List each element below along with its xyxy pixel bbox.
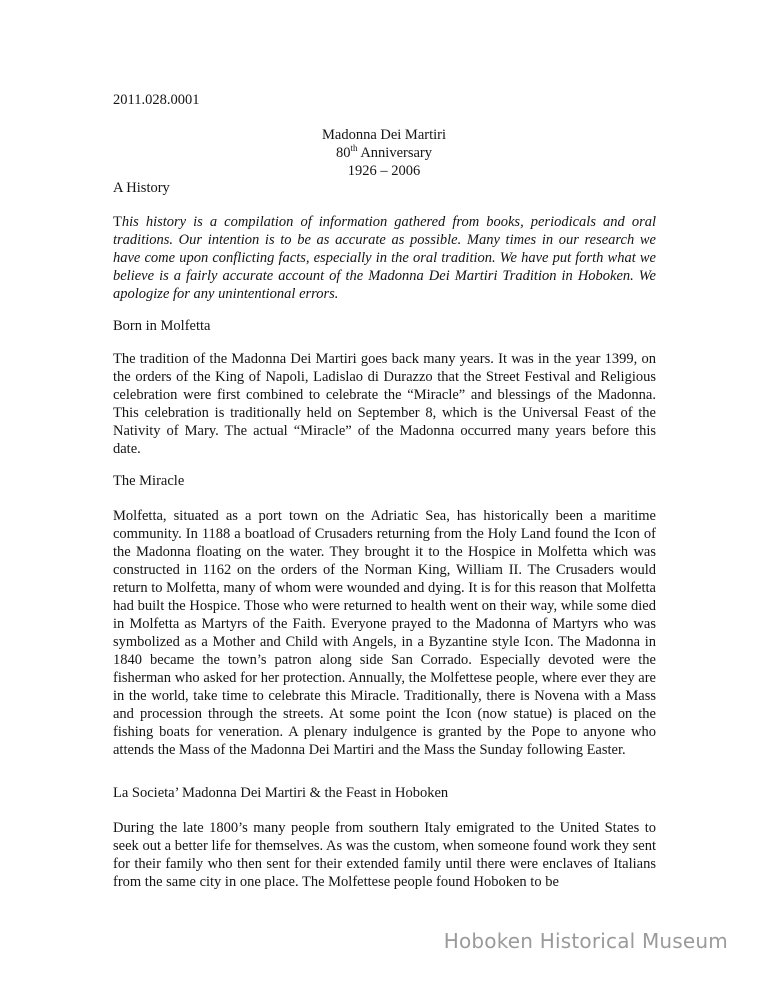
subtitle: A History: [113, 180, 170, 196]
accession-number: 2011.028.0001: [113, 92, 200, 108]
museum-watermark: Hoboken Historical Museum: [443, 929, 728, 953]
intro-paragraph: [113, 213, 656, 303]
title-block: [0, 126, 768, 180]
title-line-3: 1926 – 2006: [347, 163, 421, 179]
intro-text: his history is a compilation of information gathered from books, periodicals and oral traditions. Our intention is to be as accurate as possible. Many times in our research we have come upon conflicting facts, especially in the oral tradition. We have put forth what we believe is a fairly accurate account of the Madonna Dei Martiri Tradition in Hoboken. We apologize for any unintentional errors.: [113, 214, 656, 302]
section-body-feast-in-hoboken: During the late 1800’s many people from southern Italy emigrated to the United States to seek out a better life for themselves. As was the custom, when someone found work they sent for their family who then sent for their extended family until there were enclaves of Italians from the same city in one place. The Molfettese people found Hoboken to be: [113, 820, 656, 890]
title-line-1: Madonna Dei Martiri: [321, 127, 447, 143]
anniversary-ordinal: th: [350, 143, 358, 154]
section-heading-the-miracle: The Miracle: [113, 473, 185, 489]
anniversary-text: Anniversary: [357, 145, 432, 161]
intro-first-letter: T: [113, 214, 122, 230]
section-body-the-miracle: Molfetta, situated as a port town on the Adriatic Sea, has historically been a maritime community. In 1188 a boatload of Crusaders returning from the Holy Land found the Icon of the Madonna floating on the water. They brought it to the Hospice in Molfetta which was constructed in 1162 on the orders of the Norman King, William II. The Crusaders would return to Molfetta, many of whom were wounded and dying. It is for this reason that Molfetta had built the Hospice. Those who were returned to health went on their way, while some died in Molfetta as Martyrs of the Faith. Everyone prayed to the Madonna of Martyrs who was symbolized as a Mother and Child with Angels, in a Byzantine style Icon. The Madonna in 1840 became the town’s patron along side San Corrado. Especially devoted were the fisherman who asked for her protection. Annually, the Molfettese people, where ever they are in the world, take time to celebrate this Miracle. Traditionally, there is Novena with a Mass and procession through the streets. At some point the Icon (now statue) is placed on the fishing boats for veneration. A plenary indulgence is granted by the Pope to anyone who attends the Mass of the Madonna Dei Martiri and the Mass the Sunday following Easter.: [113, 508, 656, 758]
section-heading-born-in-molfetta: Born in Molfetta: [113, 318, 211, 334]
title-line-2: [0, 144, 768, 162]
anniversary-number: 80: [335, 145, 351, 161]
section-heading-feast-in-hoboken: La Societa’ Madonna Dei Martiri & the Feast in Hoboken: [113, 785, 449, 801]
section-body-born-in-molfetta: The tradition of the Madonna Dei Martiri goes back many years. It was in the year 1399, on the orders of the King of Napoli, Ladislao di Durazzo that the Street Festival and Religious celebration were first combined to celebrate the “Miracle” and blessings of the Madonna. This celebration is traditionally held on September 8, which is the Universal Feast of the Nativity of Mary. The actual “Miracle” of the Madonna occurred many years before this date.: [113, 351, 656, 457]
